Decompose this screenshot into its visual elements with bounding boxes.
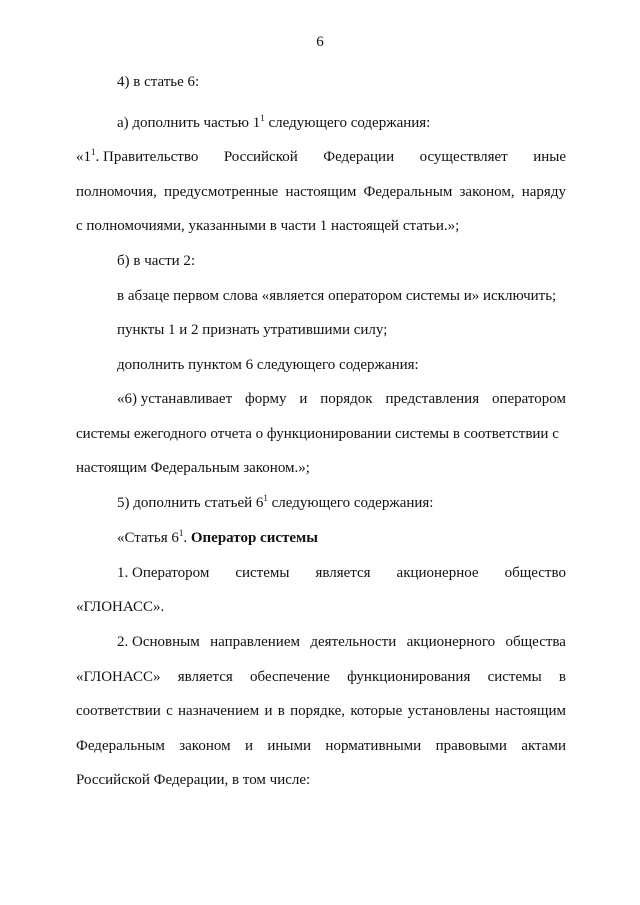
paragraph-line: 5) дополнить статьей $6^1$ следующего содержания:	[117, 493, 434, 511]
paragraph-line: в абзаце первом слова «является оператором системы и» исключить;	[117, 288, 557, 304]
paragraph-line: «ГЛОНАСС».	[76, 599, 165, 615]
paragraph-line: Российской Федерации, в том числе:	[76, 772, 311, 788]
paragraph-line: Федеральным законом и иными нормативными правовыми актами	[76, 738, 566, 754]
paragraph-line: соответствии с назначением и в порядке, которые установлены настоящим	[76, 703, 566, 719]
paragraph-line: системы ежегодного отчета о функционировании системы в соответствии с	[76, 426, 559, 442]
page-number: 6	[316, 34, 324, 50]
paragraph-line: «6) устанавливает форму и порядок представления оператором	[117, 391, 566, 407]
paragraph-line: 2. Основным направлением деятельности акционерного общества	[117, 634, 566, 650]
paragraph-line: а) дополнить частью $1^1$ следующего содержания:	[117, 113, 431, 131]
article-heading: «Статья $6^1$. Оператор системы	[117, 528, 318, 546]
paragraph-line: 4) в статье 6:	[117, 74, 200, 90]
paragraph-line: полномочия, предусмотренные настоящим Федеральным законом, наряду	[76, 184, 566, 200]
paragraph-line: 1. Оператором системы является акционерное общество	[117, 565, 566, 581]
paragraph-line: пункты 1 и 2 признать утратившими силу;	[117, 322, 388, 338]
paragraph-line: настоящим Федеральным законом.»;	[76, 460, 310, 476]
paragraph-line: с полномочиями, указанными в части 1 настоящей статьи.»;	[76, 218, 460, 234]
superscript: 1	[260, 113, 265, 123]
paragraph-line: дополнить пунктом 6 следующего содержания:	[117, 357, 419, 373]
paragraph-line: «$1^1$. Правительство Российской Федерации осуществляет иные	[76, 147, 566, 165]
paragraph-line: «ГЛОНАСС» является обеспечение функционирования системы в	[76, 669, 566, 685]
paragraph-line: б) в части 2:	[117, 253, 196, 269]
